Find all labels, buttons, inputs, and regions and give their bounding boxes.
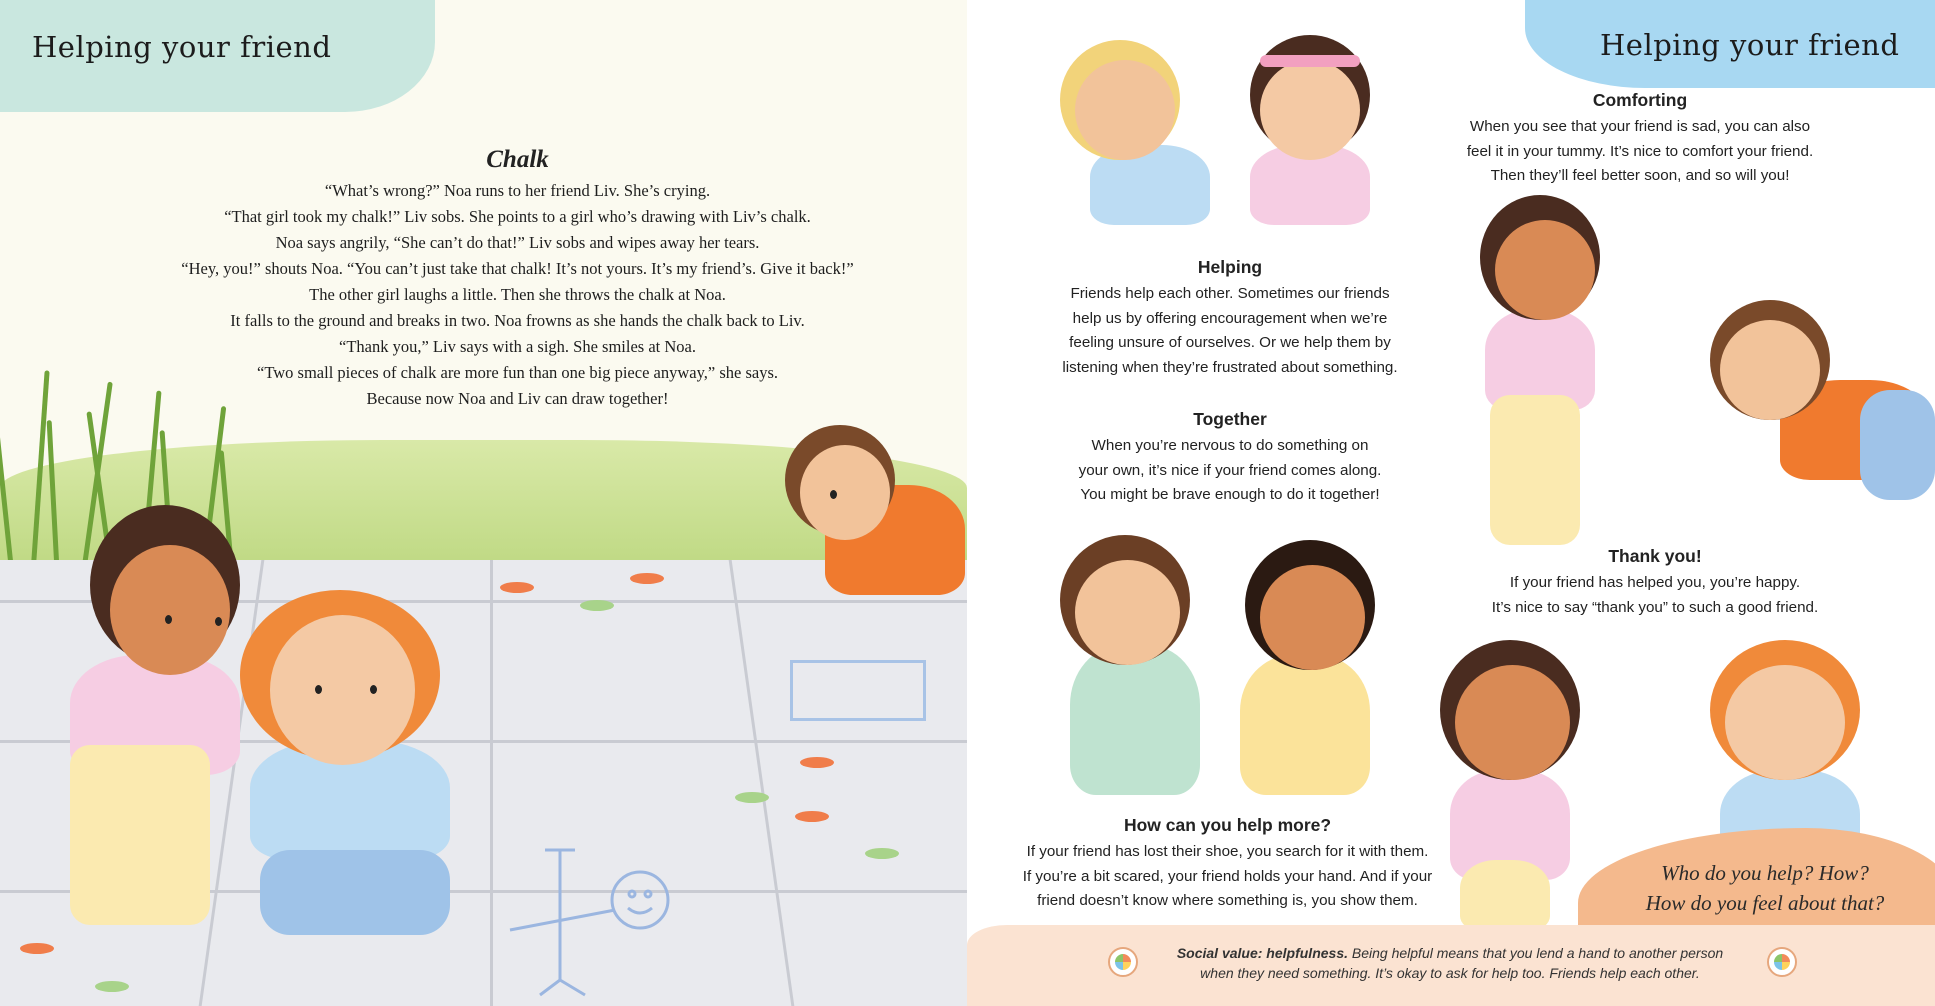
- standing-girl-illustration: [1470, 195, 1620, 550]
- social-value-text: Being helpful means that you lend a hand to another person: [1351, 945, 1724, 961]
- section-line: listening when they’re frustrated about something.: [1062, 358, 1398, 376]
- section-line: Then they’ll feel better soon, and so will you!: [1490, 167, 1790, 184]
- section-line: You might be brave enough to do it together!: [1080, 486, 1380, 503]
- left-page: [0, 0, 967, 1006]
- story-line: “Hey, you!” shouts Noa. “You can’t just take that chalk! It’s not yours. It’s my friend’s. Give it back!”: [181, 259, 854, 278]
- right-page-title: Helping your friend: [1600, 28, 1900, 62]
- together-section: [1025, 409, 1435, 508]
- section-line: your own, it’s nice if your friend comes along.: [1078, 461, 1382, 479]
- section-line: If your friend has lost their shoe, you search for it with them.: [1026, 843, 1429, 860]
- section-heading: How can you help more?: [1123, 815, 1332, 835]
- leaf-illustration: [580, 600, 614, 611]
- leaf-illustration: [795, 811, 829, 822]
- story-line: “That girl took my chalk!” Liv sobs. She points to a girl who’s drawing with Liv’s chalk.: [224, 207, 811, 226]
- social-value-footer: [1145, 943, 1755, 983]
- section-line: It’s nice to say “thank you” to such a good friend.: [1491, 598, 1819, 616]
- section-line: When you’re nervous to do something on: [1091, 437, 1369, 454]
- question-line: How do you feel about that?: [1645, 891, 1885, 915]
- leaf-illustration: [735, 792, 769, 803]
- section-heading: Together: [1193, 409, 1267, 429]
- help-more-section: [1000, 815, 1455, 914]
- chalk-stick-figure-drawing: [490, 830, 720, 1000]
- story-line: Because now Noa and Liv can draw together!: [366, 389, 669, 408]
- social-value-emblem-icon: [1767, 947, 1797, 977]
- leaf-illustration: [500, 582, 534, 593]
- story-text: [60, 178, 967, 412]
- chalk-rectangle-drawing: [790, 660, 926, 721]
- crawling-girl-illustration: [1710, 300, 1935, 520]
- left-page-title: Helping your friend: [32, 30, 332, 64]
- section-line: If your friend has helped you, you’re happy.: [1509, 574, 1801, 591]
- story-line: Noa says angrily, “She can’t do that!” Liv sobs and wipes away her tears.: [275, 233, 760, 252]
- section-line: Friends help each other. Sometimes our friends: [1070, 285, 1390, 302]
- section-line: If you’re a bit scared, your friend holds your hand. And if your: [1022, 867, 1433, 885]
- comforting-illustration: [1050, 25, 1390, 225]
- comforting-section: [1430, 90, 1850, 189]
- question-text: [1600, 858, 1930, 918]
- thank-you-section: [1440, 546, 1870, 620]
- section-line: feeling unsure of ourselves. Or we help them by: [1069, 334, 1391, 351]
- section-heading: Helping: [1197, 257, 1263, 277]
- leaf-illustration: [800, 757, 834, 768]
- social-value-label: Social value: helpfulness.: [1176, 945, 1348, 961]
- leaf-illustration: [630, 573, 664, 584]
- story-line: “Two small pieces of chalk are more fun than one big piece anyway,” she says.: [257, 363, 778, 382]
- question-line: Who do you help? How?: [1661, 861, 1869, 885]
- story-line: “Thank you,” Liv says with a sigh. She smiles at Noa.: [339, 337, 696, 356]
- social-value-text: when they need something. It’s okay to ask for help too. Friends help each other.: [1200, 965, 1700, 981]
- leaf-illustration: [20, 943, 54, 954]
- liv-illustration: [240, 590, 470, 950]
- leaf-illustration: [865, 848, 899, 859]
- story-title: Chalk: [486, 146, 549, 173]
- story-line: “What’s wrong?” Noa runs to her friend Liv. She’s crying.: [324, 181, 711, 200]
- story-line: It falls to the ground and breaks in two. Noa frowns as she hands the chalk back to Liv.: [230, 311, 805, 330]
- section-line: help us by offering encouragement when we’re: [1072, 309, 1388, 327]
- holding-hands-illustration: [1060, 535, 1400, 795]
- section-line: When you see that your friend is sad, you can also: [1469, 118, 1811, 135]
- section-heading: Comforting: [1592, 90, 1688, 110]
- social-value-emblem-icon: [1108, 947, 1138, 977]
- story-line: The other girl laughs a little. Then she throws the chalk at Noa.: [309, 285, 726, 304]
- leaf-illustration: [95, 981, 129, 992]
- section-heading: Thank you!: [1608, 546, 1702, 566]
- chalk-girl-illustration: [785, 405, 967, 635]
- section-line: friend doesn’t know where something is, you show them.: [1037, 892, 1418, 909]
- helping-section: [1025, 257, 1435, 380]
- section-line: feel it in your tummy. It’s nice to comfort your friend.: [1466, 142, 1814, 160]
